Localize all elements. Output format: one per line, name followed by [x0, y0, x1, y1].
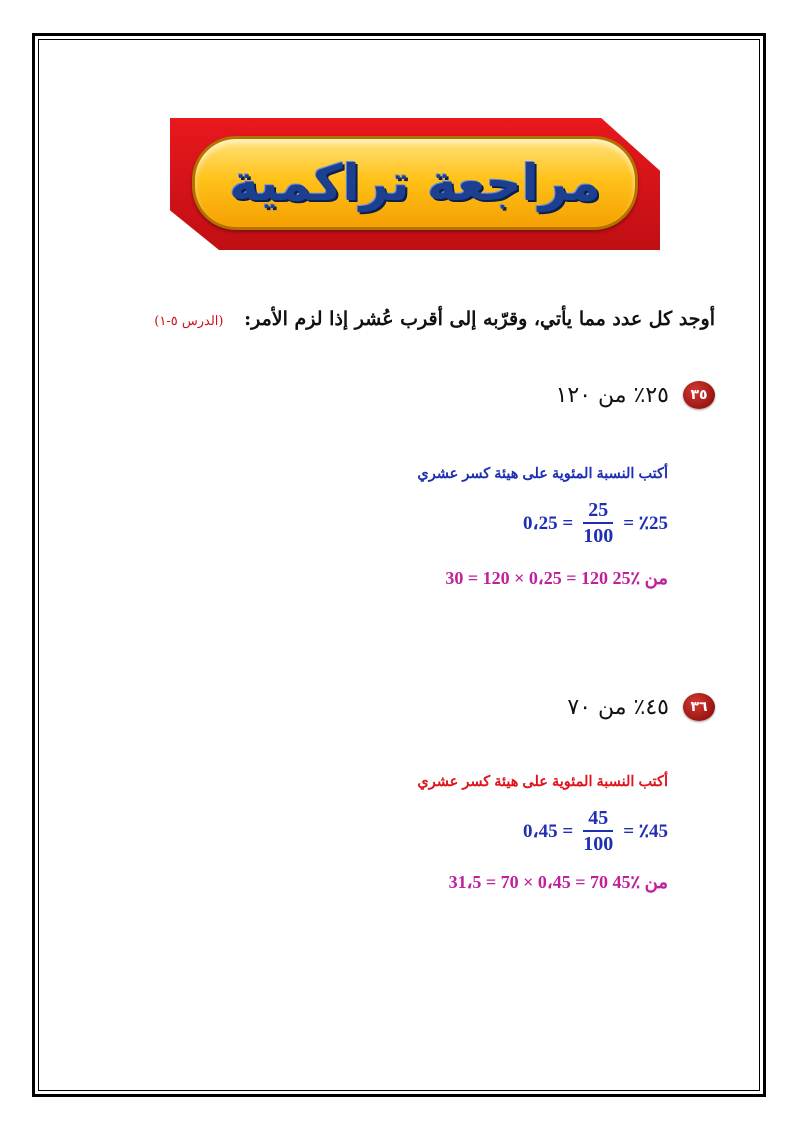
- fraction-denominator: 100: [583, 833, 614, 855]
- problem-question: ٢٥٪ من ١٢٠: [555, 382, 669, 408]
- problem-35-header: [556, 378, 715, 412]
- lesson-reference: (الدرس ٥-١): [154, 314, 224, 329]
- conversion-equation: [523, 808, 668, 854]
- fraction-denominator: 100: [583, 525, 614, 547]
- problem-number-badge: ٣٦: [683, 693, 715, 721]
- fraction: [583, 808, 613, 854]
- step-title: أكتب النسبة المئوية على هيئة كسر عشري: [417, 466, 668, 482]
- problem-question: ٤٥٪ من ٧٠: [567, 694, 669, 720]
- fraction-numerator: 25: [588, 499, 609, 521]
- fraction: [583, 500, 613, 546]
- eq-decimal: 0،45 =: [522, 820, 574, 842]
- banner-title: مراجعة تراكمية: [229, 154, 601, 212]
- section-banner: [170, 118, 660, 250]
- step-title: أكتب النسبة المئوية على هيئة كسر عشري: [417, 774, 668, 790]
- problem-36-header: [567, 690, 715, 724]
- conversion-equation: [523, 500, 668, 546]
- eq-percent: = ٪45: [623, 820, 668, 842]
- eq-percent: = ٪25: [623, 512, 668, 534]
- problem-number-badge: ٣٥: [683, 381, 715, 409]
- instruction-text: أوجد كل عدد مما يأتي، وقرّبه إلى أقرب عُشر إذا لزم الأمر:: [244, 308, 715, 330]
- eq-decimal: 0،25 =: [522, 512, 574, 534]
- result-equation: 31،5 = 70 × 0،45 = 70 من ٪45: [448, 872, 668, 892]
- instruction-line: [115, 308, 715, 330]
- fraction-numerator: 45: [588, 807, 609, 829]
- result-equation: 30 = 120 × 0،25 = 120 من ٪25: [445, 568, 668, 588]
